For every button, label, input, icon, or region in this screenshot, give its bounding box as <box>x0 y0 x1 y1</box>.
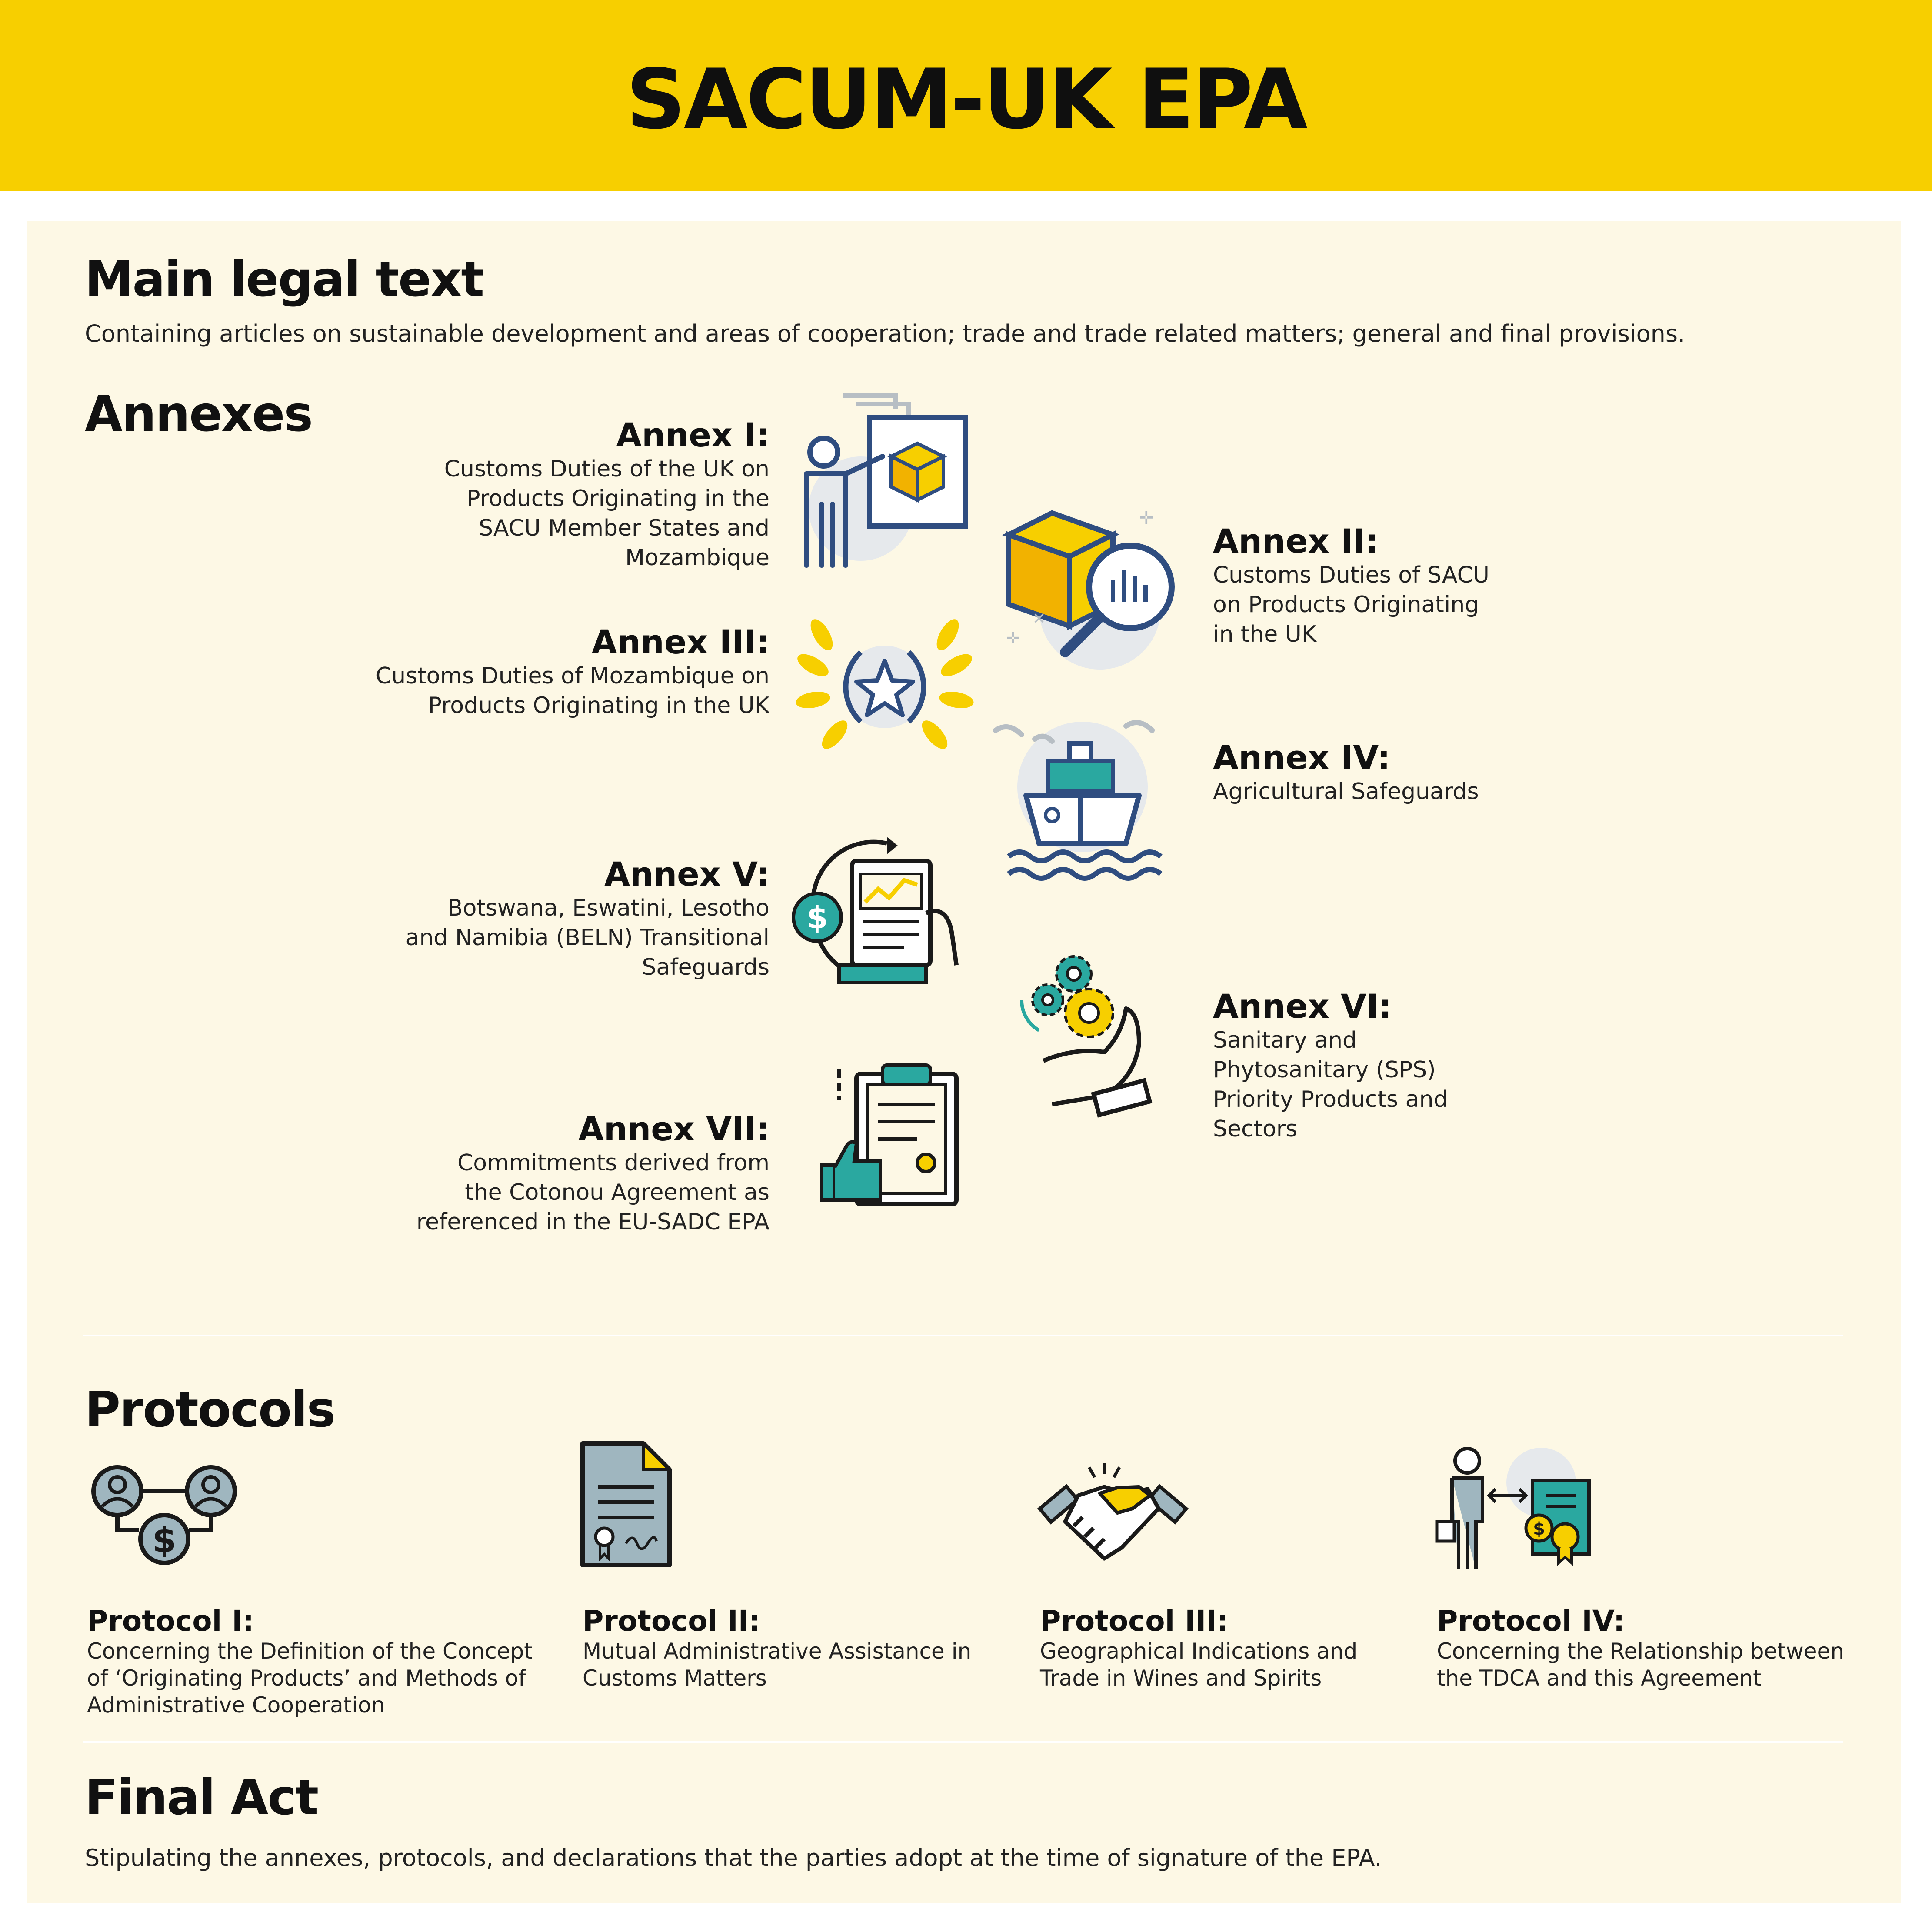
section-divider <box>83 1335 1843 1336</box>
annex-6 <box>1213 987 1604 1144</box>
annex-3-line: Customs Duties of Mozambique on <box>375 663 769 689</box>
annex-1-line: Products Originating in the <box>466 486 769 512</box>
protocol-3-line: Geographical Indications and <box>1040 1639 1358 1664</box>
protocol-4 <box>1437 1604 1898 1692</box>
svg-text:$: $ <box>1533 1519 1545 1539</box>
annex-6-line: Phytosanitary (SPS) <box>1213 1057 1436 1083</box>
annex-6-line: Priority Products and <box>1213 1086 1448 1113</box>
laurel-star-icon <box>796 613 978 756</box>
protocol-1-line: Concerning the Definition of the Concept <box>87 1639 533 1664</box>
annex-1-line: Mozambique <box>625 545 769 571</box>
protocol-1-title: Protocol I: <box>87 1604 254 1638</box>
final-act-description: Stipulating the annexes, protocols, and declarations that the parties adopt at the time of signature of the EPA. <box>85 1844 1382 1872</box>
protocol-1-line: of ‘Originating Products’ and Methods of <box>87 1666 526 1691</box>
annex-2 <box>1213 522 1604 649</box>
annex-3-title: Annex III: <box>591 623 769 661</box>
annex-5-line: Botswana, Eswatini, Lesotho <box>447 895 769 921</box>
protocol-2-title: Protocol II: <box>583 1604 760 1638</box>
annex-4-title: Annex IV: <box>1213 738 1391 777</box>
protocol-1 <box>87 1604 565 1719</box>
annex-7 <box>304 1109 769 1237</box>
hand-gears-icon <box>1009 948 1165 1122</box>
protocol-3 <box>1040 1604 1409 1692</box>
protocol-4-line: Concerning the Relationship between <box>1437 1639 1845 1664</box>
annex-4 <box>1213 738 1604 806</box>
protocol-4-line: the TDCA and this Agreement <box>1437 1666 1762 1691</box>
annex-7-line: referenced in the EU-SADC EPA <box>416 1209 769 1235</box>
annex-2-line: on Products Originating <box>1213 592 1479 618</box>
svg-text:✛: ✛ <box>1006 630 1020 647</box>
annex-2-title: Annex II: <box>1213 522 1379 560</box>
final-act-heading: Final Act <box>85 1769 318 1826</box>
svg-text:$: $ <box>806 900 828 936</box>
section-divider <box>83 1741 1843 1743</box>
protocol-3-title: Protocol III: <box>1040 1604 1229 1638</box>
annex-3 <box>304 623 769 720</box>
annex-6-title: Annex VI: <box>1213 987 1392 1026</box>
annexes-heading: Annexes <box>85 386 312 443</box>
main-legal-text-description: Containing articles on sustainable development and areas of cooperation; trade and trade related matters; general and final provisions. <box>85 320 1686 347</box>
svg-text:✕: ✕ <box>1033 610 1046 628</box>
document-dollar-icon <box>787 835 969 1009</box>
protocol-3-line: Trade in Wines and Spirits <box>1040 1666 1322 1691</box>
annex-6-line: Sanitary and <box>1213 1027 1357 1053</box>
annex-1-line: Customs Duties of the UK on <box>444 456 769 482</box>
protocol-2 <box>583 1604 1017 1692</box>
clipboard-thumbs-up-icon <box>804 1061 969 1209</box>
presenter-box-icon <box>796 391 978 574</box>
people-dollar-network-icon <box>87 1461 243 1569</box>
certificate-document-icon <box>578 1439 674 1569</box>
protocol-4-title: Protocol IV: <box>1437 1604 1625 1638</box>
person-exchange-certificate-icon <box>1435 1443 1600 1574</box>
annex-5-title: Annex V: <box>604 855 769 893</box>
protocol-2-line: Mutual Administrative Assistance in <box>583 1639 972 1664</box>
protocols-heading: Protocols <box>85 1382 335 1438</box>
annex-3-line: Products Originating in the UK <box>428 693 769 719</box>
annex-7-title: Annex VII: <box>578 1109 769 1148</box>
annex-7-line: Commitments derived from <box>457 1150 769 1176</box>
protocol-1-line: Administrative Cooperation <box>87 1692 385 1718</box>
handshake-icon <box>1039 1461 1187 1569</box>
annex-6-line: Sectors <box>1213 1116 1298 1142</box>
annex-7-line: the Cotonou Agreement as <box>465 1179 769 1206</box>
ship-icon <box>996 713 1178 887</box>
annex-1-line: SACU Member States and <box>478 515 769 541</box>
svg-text:$: $ <box>152 1520 177 1560</box>
annex-2-line: Customs Duties of SACU <box>1213 562 1489 588</box>
protocol-2-line: Customs Matters <box>583 1666 767 1691</box>
box-magnifier-icon <box>1000 500 1183 674</box>
annex-4-line: Agricultural Safeguards <box>1213 779 1479 805</box>
annex-5 <box>304 855 769 982</box>
annex-5-line: Safeguards <box>642 954 769 980</box>
annex-2-line: in the UK <box>1213 621 1316 647</box>
annex-1-title: Annex I: <box>616 416 769 454</box>
annex-1 <box>304 416 769 573</box>
svg-text:✛: ✛ <box>1139 508 1154 528</box>
main-legal-text-heading: Main legal text <box>85 251 483 308</box>
page-title: SACUM-UK EPA <box>626 51 1306 147</box>
annex-5-line: and Namibia (BELN) Transitional <box>405 925 769 951</box>
